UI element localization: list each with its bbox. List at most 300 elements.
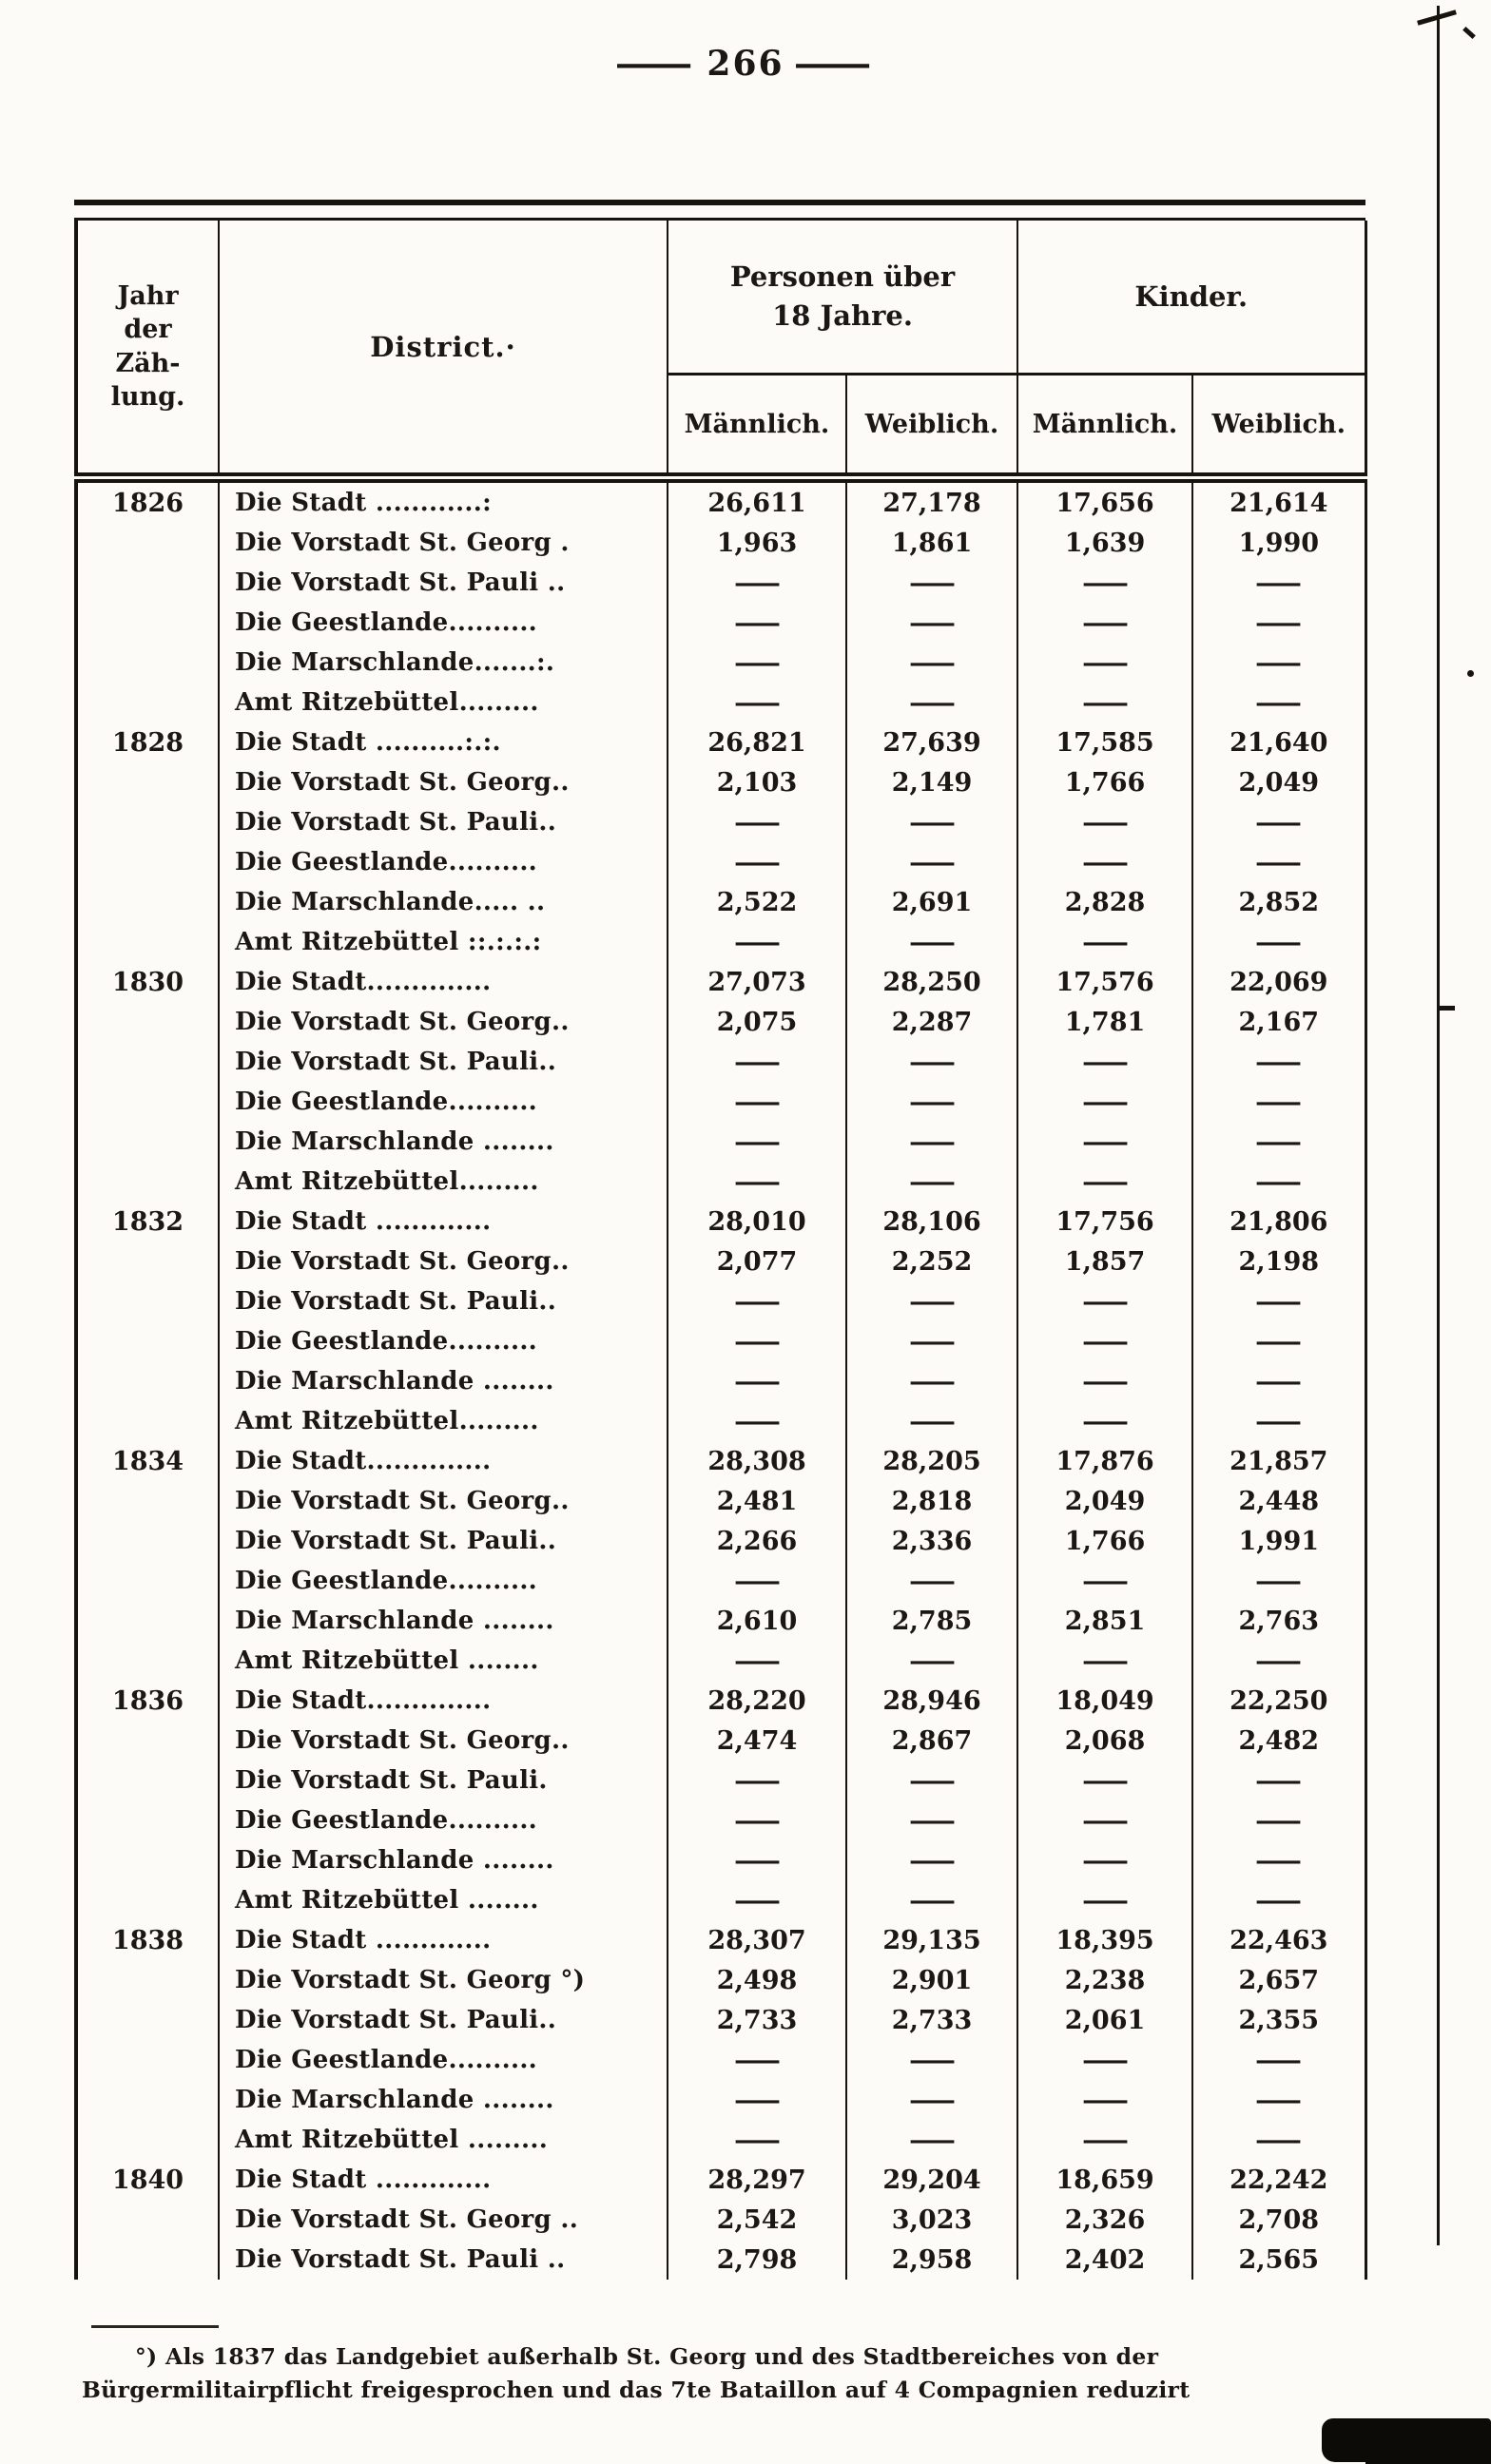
empty-value-dash: — bbox=[1080, 687, 1130, 718]
page-number-dash-right: — bbox=[790, 44, 879, 84]
table-row bbox=[76, 1521, 1365, 1561]
empty-value-dash: — bbox=[1080, 2045, 1130, 2075]
district-label: Die Marschlande..... .. bbox=[219, 882, 668, 922]
empty-value-dash: — bbox=[907, 2125, 957, 2155]
empty-value-dash: — bbox=[1254, 1087, 1304, 1117]
adult-female-value: 2,691 bbox=[846, 882, 1017, 922]
empty-value-dash: — bbox=[732, 1566, 782, 1596]
child-female-value bbox=[1192, 2080, 1365, 2120]
district-label: Die Geestlande.......... bbox=[219, 2040, 668, 2080]
table-row bbox=[76, 1321, 1365, 1361]
table-row bbox=[76, 643, 1365, 683]
table-row bbox=[76, 1721, 1365, 1761]
adult-male-value bbox=[668, 2040, 846, 2080]
adult-female-value: 2,336 bbox=[846, 1521, 1017, 1561]
empty-value-dash: — bbox=[907, 1286, 957, 1317]
child-male-value bbox=[1017, 1162, 1192, 1202]
census-table-area bbox=[74, 200, 1365, 2280]
adult-male-value bbox=[668, 1162, 846, 1202]
year-value bbox=[76, 683, 219, 722]
page-number-row bbox=[0, 44, 1491, 84]
child-male-value bbox=[1017, 1281, 1192, 1321]
child-male-value: 1,766 bbox=[1017, 1521, 1192, 1561]
adult-male-value: 28,308 bbox=[668, 1441, 846, 1481]
child-female-value: 1,990 bbox=[1192, 523, 1365, 563]
empty-value-dash: — bbox=[907, 607, 957, 638]
child-male-value bbox=[1017, 1561, 1192, 1601]
child-female-value: 2,708 bbox=[1192, 2200, 1365, 2240]
adult-male-value bbox=[668, 1880, 846, 1920]
child-male-value bbox=[1017, 922, 1192, 962]
adult-female-value bbox=[846, 603, 1017, 643]
adult-female-value bbox=[846, 2040, 1017, 2080]
district-label: Die Stadt ..........:.:. bbox=[219, 722, 668, 762]
adult-female-value bbox=[846, 802, 1017, 842]
child-female-value: 21,640 bbox=[1192, 722, 1365, 762]
adult-female-value bbox=[846, 1122, 1017, 1162]
ink-blob bbox=[1365, 2439, 1491, 2464]
adult-female-value bbox=[846, 2120, 1017, 2160]
footnote-line-2: Bürgermilitairpflicht freigesprochen und das 7te Bataillon auf 4 Compagnien reduzirt bbox=[82, 2377, 1191, 2404]
adult-female-value bbox=[846, 1042, 1017, 1082]
empty-value-dash: — bbox=[1254, 1406, 1304, 1436]
adult-female-value: 3,023 bbox=[846, 2200, 1017, 2240]
year-value bbox=[76, 842, 219, 882]
empty-value-dash: — bbox=[1080, 847, 1130, 877]
empty-value-dash: — bbox=[732, 1885, 782, 1915]
empty-value-dash: — bbox=[732, 1326, 782, 1357]
table-row bbox=[76, 1202, 1365, 1242]
district-label: Die Vorstadt St. Georg.. bbox=[219, 1481, 668, 1521]
table-row bbox=[76, 722, 1365, 762]
year-value bbox=[76, 1721, 219, 1761]
district-label: Die Marschlande ........ bbox=[219, 1122, 668, 1162]
adult-female-value bbox=[846, 1361, 1017, 1401]
district-label: Die Geestlande.......... bbox=[219, 1561, 668, 1601]
empty-value-dash: — bbox=[1254, 1286, 1304, 1317]
adult-female-value bbox=[846, 1761, 1017, 1800]
child-female-value: 22,463 bbox=[1192, 1920, 1365, 1960]
column-header-child-male: Männlich. bbox=[1017, 375, 1192, 478]
child-female-value: 21,806 bbox=[1192, 1202, 1365, 1242]
child-female-value: 2,482 bbox=[1192, 1721, 1365, 1761]
year-value bbox=[76, 1242, 219, 1281]
district-label: Die Vorstadt St. Georg . bbox=[219, 523, 668, 563]
empty-value-dash: — bbox=[1254, 807, 1304, 837]
empty-value-dash: — bbox=[907, 1166, 957, 1197]
empty-value-dash: — bbox=[1080, 1286, 1130, 1317]
adult-male-value bbox=[668, 1561, 846, 1601]
child-female-value bbox=[1192, 1840, 1365, 1880]
empty-value-dash: — bbox=[732, 2125, 782, 2155]
adult-female-value bbox=[846, 1800, 1017, 1840]
adult-male-value: 2,474 bbox=[668, 1721, 846, 1761]
adult-female-value: 1,861 bbox=[846, 523, 1017, 563]
year-value bbox=[76, 1361, 219, 1401]
empty-value-dash: — bbox=[1254, 847, 1304, 877]
year-value bbox=[76, 1761, 219, 1800]
child-male-value bbox=[1017, 802, 1192, 842]
empty-value-dash: — bbox=[732, 2085, 782, 2115]
adult-female-value bbox=[846, 1321, 1017, 1361]
table-row bbox=[76, 1002, 1365, 1042]
column-header-district: District.· bbox=[219, 221, 668, 478]
column-header-adults bbox=[668, 221, 1017, 375]
child-female-value: 2,198 bbox=[1192, 1242, 1365, 1281]
empty-value-dash: — bbox=[1080, 1805, 1130, 1836]
year-value: 1828 bbox=[76, 722, 219, 762]
empty-value-dash: — bbox=[732, 1765, 782, 1796]
table-row bbox=[76, 1601, 1365, 1641]
empty-value-dash: — bbox=[907, 847, 957, 877]
year-value: 1840 bbox=[76, 2160, 219, 2200]
empty-value-dash: — bbox=[732, 1646, 782, 1676]
empty-value-dash: — bbox=[732, 1087, 782, 1117]
adult-male-value bbox=[668, 563, 846, 603]
empty-value-dash: — bbox=[1080, 607, 1130, 638]
table-row bbox=[76, 1761, 1365, 1800]
child-male-value bbox=[1017, 683, 1192, 722]
district-label: Die Vorstadt St. Pauli.. bbox=[219, 2000, 668, 2040]
child-male-value bbox=[1017, 2040, 1192, 2080]
adult-female-value: 2,867 bbox=[846, 1721, 1017, 1761]
empty-value-dash: — bbox=[907, 1566, 957, 1596]
child-male-value: 1,781 bbox=[1017, 1002, 1192, 1042]
adult-female-value bbox=[846, 1561, 1017, 1601]
district-label: Die Geestlande.......... bbox=[219, 842, 668, 882]
year-head-line-2: der bbox=[124, 315, 172, 345]
empty-value-dash: — bbox=[1080, 1047, 1130, 1077]
ink-mark bbox=[1439, 1006, 1455, 1011]
district-label: Die Stadt ............. bbox=[219, 1920, 668, 1960]
year-value bbox=[76, 1481, 219, 1521]
child-male-value: 17,585 bbox=[1017, 722, 1192, 762]
empty-value-dash: — bbox=[1254, 2085, 1304, 2115]
adult-male-value: 2,522 bbox=[668, 882, 846, 922]
empty-value-dash: — bbox=[1254, 927, 1304, 957]
child-male-value bbox=[1017, 643, 1192, 683]
child-female-value bbox=[1192, 1122, 1365, 1162]
child-female-value bbox=[1192, 1082, 1365, 1122]
empty-value-dash: — bbox=[1254, 1885, 1304, 1915]
district-label: Die Marschlande.......:. bbox=[219, 643, 668, 683]
table-row bbox=[76, 1880, 1365, 1920]
table-row bbox=[76, 1042, 1365, 1082]
adult-male-value bbox=[668, 1042, 846, 1082]
year-value bbox=[76, 2000, 219, 2040]
table-row bbox=[76, 1800, 1365, 1840]
child-male-value bbox=[1017, 1641, 1192, 1681]
child-male-value bbox=[1017, 1840, 1192, 1880]
child-male-value: 2,828 bbox=[1017, 882, 1192, 922]
table-row bbox=[76, 762, 1365, 802]
empty-value-dash: — bbox=[907, 568, 957, 598]
child-female-value: 2,355 bbox=[1192, 2000, 1365, 2040]
child-female-value bbox=[1192, 1361, 1365, 1401]
child-female-value bbox=[1192, 1761, 1365, 1800]
table-row bbox=[76, 1441, 1365, 1481]
adult-male-value bbox=[668, 1761, 846, 1800]
district-label: Die Vorstadt St. Pauli.. bbox=[219, 1281, 668, 1321]
year-value: 1830 bbox=[76, 962, 219, 1002]
adult-female-value: 2,818 bbox=[846, 1481, 1017, 1521]
child-female-value bbox=[1192, 1561, 1365, 1601]
table-row bbox=[76, 2200, 1365, 2240]
empty-value-dash: — bbox=[1080, 1366, 1130, 1396]
adult-female-value: 27,639 bbox=[846, 722, 1017, 762]
adult-male-value bbox=[668, 683, 846, 722]
page-number: 266 bbox=[707, 44, 784, 84]
empty-value-dash: — bbox=[907, 1087, 957, 1117]
child-female-value: 2,763 bbox=[1192, 1601, 1365, 1641]
child-female-value: 22,250 bbox=[1192, 1681, 1365, 1721]
adult-female-value: 28,205 bbox=[846, 1441, 1017, 1481]
empty-value-dash: — bbox=[1080, 1406, 1130, 1436]
year-value bbox=[76, 1281, 219, 1321]
table-row bbox=[76, 523, 1365, 563]
district-label: Amt Ritzebüttel......... bbox=[219, 1162, 668, 1202]
adult-female-value: 28,250 bbox=[846, 962, 1017, 1002]
empty-value-dash: — bbox=[1254, 1805, 1304, 1836]
empty-value-dash: — bbox=[1254, 2125, 1304, 2155]
year-value: 1834 bbox=[76, 1441, 219, 1481]
adult-female-value bbox=[846, 1880, 1017, 1920]
adult-female-value bbox=[846, 643, 1017, 683]
child-male-value: 18,659 bbox=[1017, 2160, 1192, 2200]
footnote bbox=[82, 2340, 1365, 2408]
district-label: Die Vorstadt St. Georg.. bbox=[219, 1721, 668, 1761]
district-label: Die Stadt.............. bbox=[219, 962, 668, 1002]
empty-value-dash: — bbox=[1254, 1566, 1304, 1596]
year-value bbox=[76, 563, 219, 603]
table-row bbox=[76, 478, 1365, 524]
empty-value-dash: — bbox=[732, 1166, 782, 1197]
adult-male-value bbox=[668, 1840, 846, 1880]
year-value bbox=[76, 922, 219, 962]
empty-value-dash: — bbox=[732, 568, 782, 598]
district-label: Die Stadt ............. bbox=[219, 2160, 668, 2200]
year-value bbox=[76, 1401, 219, 1441]
child-female-value: 21,857 bbox=[1192, 1441, 1365, 1481]
ink-speck bbox=[1467, 670, 1474, 677]
district-label: Die Marschlande ........ bbox=[219, 1601, 668, 1641]
table-row bbox=[76, 563, 1365, 603]
child-male-value bbox=[1017, 1321, 1192, 1361]
adult-male-value: 2,481 bbox=[668, 1481, 846, 1521]
empty-value-dash: — bbox=[732, 1805, 782, 1836]
district-label: Die Vorstadt St. Pauli.. bbox=[219, 802, 668, 842]
adult-female-value: 2,733 bbox=[846, 2000, 1017, 2040]
child-female-value bbox=[1192, 563, 1365, 603]
adult-male-value bbox=[668, 802, 846, 842]
child-female-value: 1,991 bbox=[1192, 1521, 1365, 1561]
adult-male-value bbox=[668, 922, 846, 962]
district-label: Amt Ritzebüttel ......... bbox=[219, 2120, 668, 2160]
year-value bbox=[76, 2040, 219, 2080]
adult-male-value bbox=[668, 1321, 846, 1361]
district-label: Amt Ritzebüttel ........ bbox=[219, 1880, 668, 1920]
empty-value-dash: — bbox=[1254, 1326, 1304, 1357]
district-label: Die Vorstadt St. Pauli .. bbox=[219, 563, 668, 603]
column-header-adult-female: Weiblich. bbox=[846, 375, 1017, 478]
child-female-value: 22,242 bbox=[1192, 2160, 1365, 2200]
empty-value-dash: — bbox=[1254, 568, 1304, 598]
child-male-value: 18,395 bbox=[1017, 1920, 1192, 1960]
table-row bbox=[76, 1840, 1365, 1880]
empty-value-dash: — bbox=[1254, 2045, 1304, 2075]
page-number-dash-left: — bbox=[612, 44, 701, 84]
adult-female-value: 2,287 bbox=[846, 1002, 1017, 1042]
adult-male-value bbox=[668, 1281, 846, 1321]
empty-value-dash: — bbox=[1254, 607, 1304, 638]
empty-value-dash: — bbox=[907, 1366, 957, 1396]
district-label: Die Stadt ............. bbox=[219, 1202, 668, 1242]
empty-value-dash: — bbox=[732, 607, 782, 638]
empty-value-dash: — bbox=[732, 2045, 782, 2075]
adult-female-value: 2,252 bbox=[846, 1242, 1017, 1281]
empty-value-dash: — bbox=[1080, 2085, 1130, 2115]
child-male-value bbox=[1017, 603, 1192, 643]
district-label: Die Geestlande.......... bbox=[219, 1321, 668, 1361]
empty-value-dash: — bbox=[1080, 1646, 1130, 1676]
empty-value-dash: — bbox=[732, 1406, 782, 1436]
ink-mark bbox=[1462, 27, 1476, 39]
empty-value-dash: — bbox=[1080, 1326, 1130, 1357]
table-row bbox=[76, 1481, 1365, 1521]
table-row bbox=[76, 1242, 1365, 1281]
table-row bbox=[76, 1960, 1365, 2000]
year-value: 1836 bbox=[76, 1681, 219, 1721]
adult-female-value bbox=[846, 922, 1017, 962]
child-male-value bbox=[1017, 1361, 1192, 1401]
year-value bbox=[76, 1321, 219, 1361]
table-row bbox=[76, 2040, 1365, 2080]
district-label: Die Vorstadt St. Georg.. bbox=[219, 762, 668, 802]
empty-value-dash: — bbox=[907, 1765, 957, 1796]
child-female-value bbox=[1192, 842, 1365, 882]
adult-male-value bbox=[668, 1800, 846, 1840]
year-value bbox=[76, 2200, 219, 2240]
child-male-value: 1,639 bbox=[1017, 523, 1192, 563]
empty-value-dash: — bbox=[732, 807, 782, 837]
empty-value-dash: — bbox=[907, 1406, 957, 1436]
year-head-line-4: lung. bbox=[110, 381, 185, 412]
child-male-value bbox=[1017, 2120, 1192, 2160]
column-header-children: Kinder. bbox=[1017, 221, 1365, 375]
district-label: Amt Ritzebüttel ::.:.:.: bbox=[219, 922, 668, 962]
empty-value-dash: — bbox=[1254, 1845, 1304, 1876]
child-female-value: 2,167 bbox=[1192, 1002, 1365, 1042]
child-female-value bbox=[1192, 1800, 1365, 1840]
year-value bbox=[76, 603, 219, 643]
empty-value-dash: — bbox=[907, 1885, 957, 1915]
year-value bbox=[76, 2240, 219, 2280]
child-male-value bbox=[1017, 842, 1192, 882]
adult-male-value bbox=[668, 2120, 846, 2160]
column-header-child-female: Weiblich. bbox=[1192, 375, 1365, 478]
adult-male-value: 2,075 bbox=[668, 1002, 846, 1042]
adult-female-value: 29,135 bbox=[846, 1920, 1017, 1960]
adult-male-value bbox=[668, 1082, 846, 1122]
district-label: Die Vorstadt St. Pauli .. bbox=[219, 2240, 668, 2280]
child-female-value bbox=[1192, 1281, 1365, 1321]
table-row bbox=[76, 1401, 1365, 1441]
column-header-adult-male: Männlich. bbox=[668, 375, 846, 478]
adult-female-value: 28,946 bbox=[846, 1681, 1017, 1721]
empty-value-dash: — bbox=[1254, 1166, 1304, 1197]
year-value bbox=[76, 1880, 219, 1920]
empty-value-dash: — bbox=[907, 2045, 957, 2075]
table-row bbox=[76, 603, 1365, 643]
empty-value-dash: — bbox=[732, 647, 782, 678]
year-value bbox=[76, 762, 219, 802]
year-value bbox=[76, 1521, 219, 1561]
adult-male-value: 2,542 bbox=[668, 2200, 846, 2240]
adult-male-value: 2,103 bbox=[668, 762, 846, 802]
table-row bbox=[76, 2120, 1365, 2160]
year-value bbox=[76, 1042, 219, 1082]
empty-value-dash: — bbox=[1254, 1646, 1304, 1676]
child-male-value: 2,238 bbox=[1017, 1960, 1192, 2000]
year-value bbox=[76, 643, 219, 683]
district-label: Die Geestlande.......... bbox=[219, 1082, 668, 1122]
year-value bbox=[76, 882, 219, 922]
child-male-value bbox=[1017, 1880, 1192, 1920]
table-row bbox=[76, 1162, 1365, 1202]
adult-female-value bbox=[846, 1162, 1017, 1202]
footnote-separator-rule bbox=[91, 2325, 219, 2328]
year-value bbox=[76, 1082, 219, 1122]
adult-male-value bbox=[668, 842, 846, 882]
adult-female-value bbox=[846, 1281, 1017, 1321]
empty-value-dash: — bbox=[1080, 568, 1130, 598]
child-male-value: 2,068 bbox=[1017, 1721, 1192, 1761]
year-value: 1826 bbox=[76, 478, 219, 524]
adult-male-value bbox=[668, 1122, 846, 1162]
table-row bbox=[76, 1122, 1365, 1162]
district-label: Die Vorstadt St. Georg.. bbox=[219, 1002, 668, 1042]
table-row bbox=[76, 1281, 1365, 1321]
district-label: Die Marschlande ........ bbox=[219, 2080, 668, 2120]
empty-value-dash: — bbox=[907, 1126, 957, 1157]
child-male-value bbox=[1017, 1042, 1192, 1082]
table-row bbox=[76, 922, 1365, 962]
adult-male-value: 28,010 bbox=[668, 1202, 846, 1242]
child-female-value: 2,657 bbox=[1192, 1960, 1365, 2000]
year-value bbox=[76, 1561, 219, 1601]
adult-female-value: 2,785 bbox=[846, 1601, 1017, 1641]
adult-female-value bbox=[846, 2080, 1017, 2120]
empty-value-dash: — bbox=[1080, 2125, 1130, 2155]
adult-male-value: 26,821 bbox=[668, 722, 846, 762]
district-label: Amt Ritzebüttel......... bbox=[219, 683, 668, 722]
child-female-value: 2,448 bbox=[1192, 1481, 1365, 1521]
child-male-value: 17,876 bbox=[1017, 1441, 1192, 1481]
empty-value-dash: — bbox=[732, 927, 782, 957]
district-label: Die Stadt.............. bbox=[219, 1441, 668, 1481]
adult-female-value bbox=[846, 563, 1017, 603]
empty-value-dash: — bbox=[907, 687, 957, 718]
table-row bbox=[76, 1361, 1365, 1401]
table-row bbox=[76, 1920, 1365, 1960]
child-female-value bbox=[1192, 1321, 1365, 1361]
adult-male-value bbox=[668, 603, 846, 643]
child-female-value bbox=[1192, 603, 1365, 643]
empty-value-dash: — bbox=[907, 1805, 957, 1836]
table-row bbox=[76, 1681, 1365, 1721]
year-head-line-1: Jahr bbox=[117, 281, 179, 312]
table-row bbox=[76, 882, 1365, 922]
